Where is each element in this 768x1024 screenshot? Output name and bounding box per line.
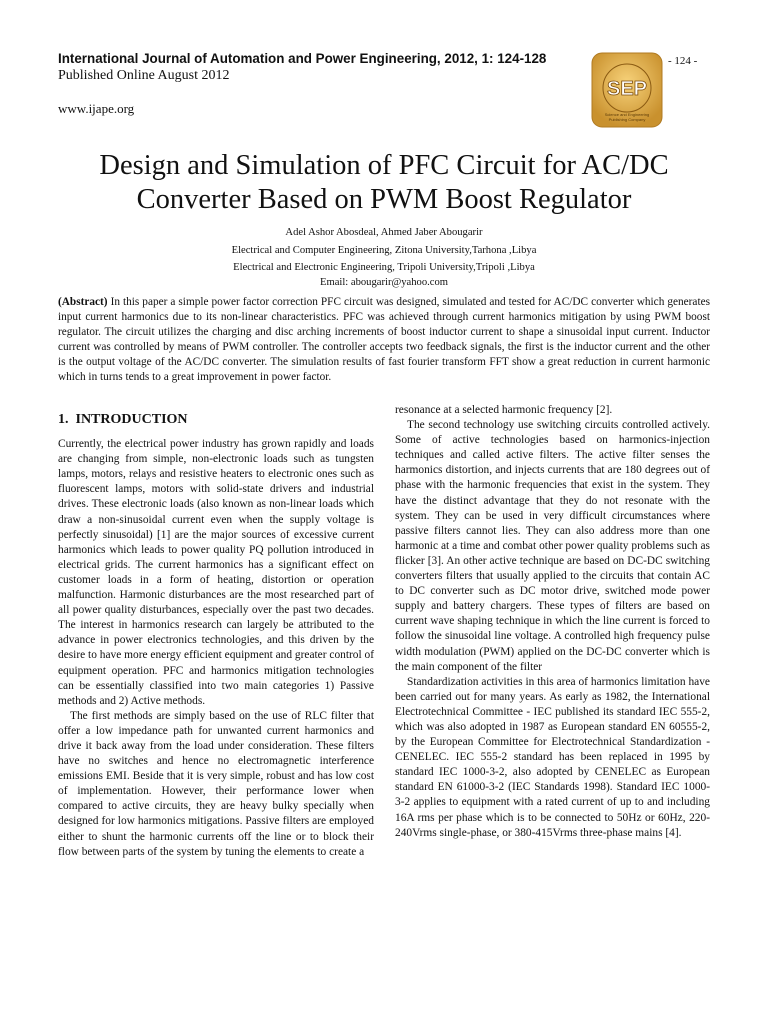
abstract-text: In this paper a simple power factor correction PFC circuit was designed, simulated and tested for AC/DC converter which generates input current harmonics due to its non-linear characteristics. PFC was achieved through current harmonics mitigation by using PWM boost regulator. The circuit utilizes the charging and disc arching increments of boost inductor current to shape a sinusoidal input current. Inductor current was controlled by means of PWM controller. The controller accepts two feedback signals, the first is the inductor current and the other is the output voltage of the AC/DC converter. The simulation results of fast fourier transform FFT show a great reduction in current harmonic which in turns tends to a great improvement in power factor. xyxy=(58,296,710,384)
affiliation-1: Electrical and Computer Engineering, Zitona University,Tarhona ,Libya xyxy=(231,245,537,256)
paper-title: Design and Simulation of PFC Circuit for AC/DC Converter Based on PWM Boost Regulator xyxy=(99,150,669,215)
svg-text:Science and Engineering: Science and Engineering xyxy=(604,112,650,117)
page-number: - 124 - xyxy=(668,55,698,67)
authors: Adel Ashor Abosdeal, Ahmed Jaber Abougarir xyxy=(285,227,483,238)
paragraph: The first methods are simply based on the use of RLC filter that offer a low impedance path for unwanted current harmonics and drive it back away from the load under consideration. These filters have no switches and hence no electromagnetic interference emissions EMI. Beside that it is very simple, robust and has low cost of implementation. However, their performance lower when compared to active circuits, they are heavy bulky specially when designed for low harmonics mitigations. Passive filters are employed either to shunt the harmonic currents off the line or to block their flow between parts of the system by tuning the elements to create a xyxy=(58,709,374,858)
paragraph: Currently, the electrical power industry has grown rapidly and loads are changing from simple, non-electronic loads such as tungsten lamps, motors, relays and resistive heaters to electronic ones such as fluorescent lamps, motors with solid-state drivers and industrial drives. These electronic loads (also known as non-linear loads which draw a non-sinusoidal current even when the supply voltage is perfectly sinusoidal) [1] are the major sources of excessive current harmonics which leads to power quality PQ pollution introduced in electrical grids. The current harmonics has a significant effect on customer loads in a form of heating, distortion or operation malfunction. Harmonic disturbances are the most researched part of all power quality disturbances, especially over the past two decades. The interest in harmonics research can largely be attributed to the advance in power electronics technologies, and this driven by the desire to have more energy efficient equipment and greater control of equipment operation. PFC and harmonics mitigation technologies can be essentially classified into two main categories 1) Passive methods and 2) Active methods. xyxy=(58,438,374,707)
paragraph: The second technology use switching circuits controlled actively. Some of active technologies based on harmonics-injection techniques and called active filters. The active filter senses the harmonics distortion, and injects currents that are 180 degrees out of phase with the harmonic frequencies that exist in the system. They have the distinct advantage that they do not resonate with the system. They can be used in very difficult circumstances where passive filters cannot lies. They can also address more than one harmonic at a time and combat other power quality problems such as flicker [3]. An other active technique are based on DC-DC switching converters filters that usually applied to the circuits that contain AC to DC converter such as DC motor drive, switched mode power supply and battery chargers. These types of filters are based on current wave shaping technique in which the line current is forced to follow the sinusoidal line voltage. A controlled high frequency pulse width modulation (PWM) applied on the DC-DC converter which is the main component of the filter xyxy=(395,419,710,673)
section-heading-introduction: 1. INTRODUCTION xyxy=(58,412,188,427)
paragraph: Standardization activities in this area of harmonics limitation have been carried out for many years. As early as 1982, the International Electrotechnical Committee - IEC published its standard IEC 555-2, which was also adopted in 1987 as European standard EN 60555-2, by the European Committee for Electrotechnical Standardization - CENELEC. IEC 555-2 standard has been replaced in 1995 by standard IEC 1000-3-2, also adopted by CENELEC as European standard EN 61000-3-2 (IEC Standards 1998). Standard IEC 1000-3-2 applies to equipment with a rated current of up to and including 16A rms per phase which is to be connected to 50Hz or 60Hz, 220-240Vrms single-phase, or 380-415Vrms three-phase mains [4]. xyxy=(395,675,710,839)
author-email: Email: abougarir@yahoo.com xyxy=(319,277,448,288)
journal-header: International Journal of Automation and Power Engineering, 2012, 1: 124-128 xyxy=(58,51,547,66)
journal-url[interactable]: www.ijape.org xyxy=(58,101,135,116)
paragraph: resonance at a selected harmonic frequency [2]. xyxy=(395,404,613,416)
right-column xyxy=(395,403,710,841)
left-column xyxy=(58,408,374,860)
abstract xyxy=(58,295,710,386)
sep-logo xyxy=(591,52,663,128)
svg-text:Publishing Company: Publishing Company xyxy=(608,117,646,122)
affiliation-2: Electrical and Electronic Engineering, Tripoli University,Tripoli ,Libya xyxy=(233,262,535,273)
abstract-label: (Abstract) xyxy=(58,296,108,308)
publication-date: Published Online August 2012 xyxy=(58,68,230,83)
svg-text:SEP: SEP xyxy=(606,78,648,100)
